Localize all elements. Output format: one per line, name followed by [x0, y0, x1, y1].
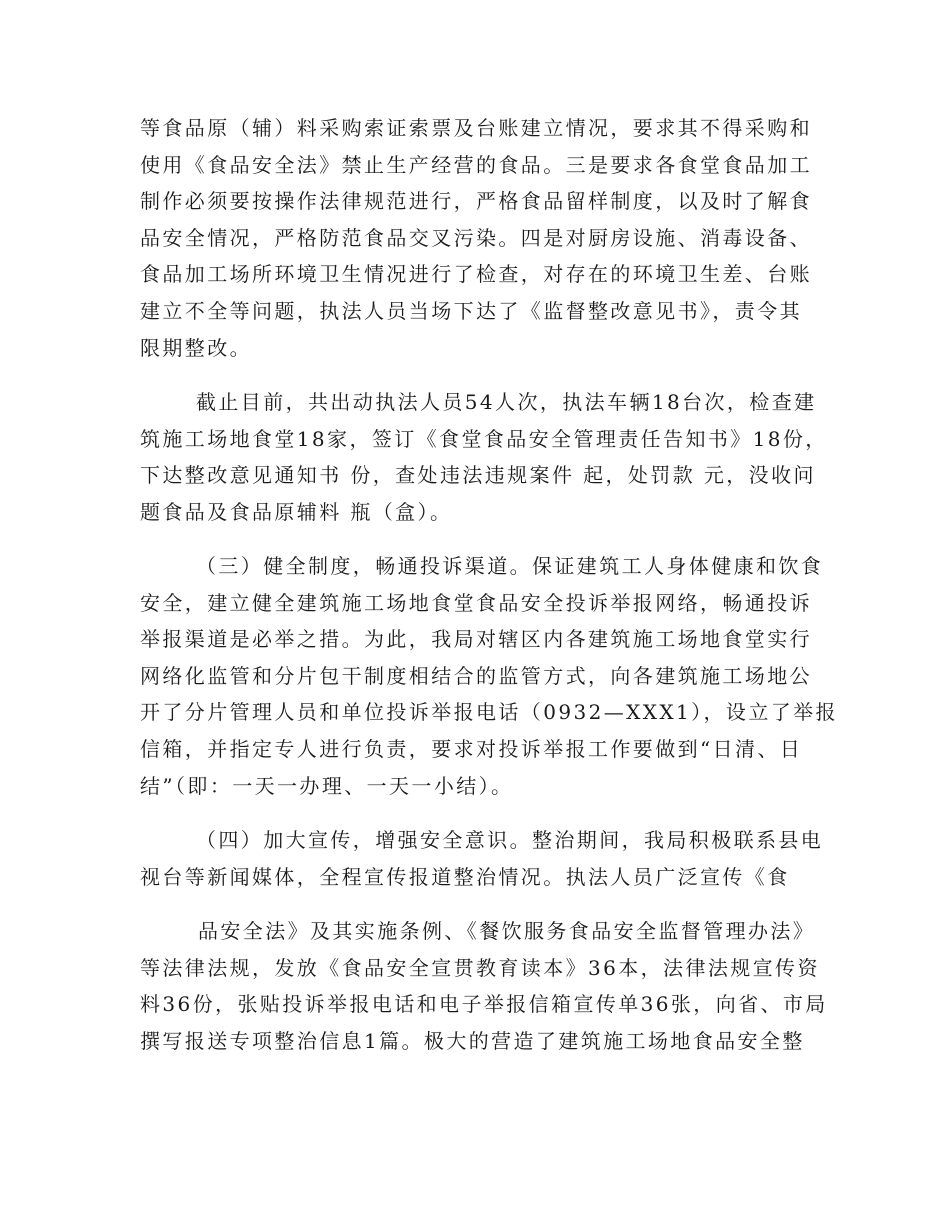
text-line: 网络化监管和分片包干制度相结合的监管方式，向各建筑施工场地公 [140, 663, 812, 688]
text-line: 品安全情况，严格防范食品交叉污染。四是对厨房设施、消毒设备、 [140, 225, 812, 250]
paragraph-1 [140, 110, 820, 366]
text-line: 安全，建立健全建筑施工场地食堂食品安全投诉举报网络，畅通投诉 [140, 590, 812, 615]
text-line: 题食品及食品原辅料 瓶（盒）。 [140, 499, 453, 524]
text-line: （三）健全制度，畅通投诉渠道。保证建筑工人身体健康和饮食 [196, 554, 824, 578]
text-line: 等食品原（辅）料采购索证索票及台账建立情况，要求其不得采购和 [140, 116, 812, 140]
paragraph-3 [140, 548, 838, 804]
text-line: 品安全法》及其实施条例、《餐饮服务食品安全监督管理办法》 [198, 919, 816, 943]
text-line: 视台等新闻媒体，全程宣传报道整治情况。执法人员广泛宣传《食 [140, 864, 790, 889]
text-line: 等法律法规，发放《食品安全宣贯教育读本》36本，法律法规宣传资 [140, 955, 820, 980]
paragraph-4 [140, 822, 824, 895]
text-line: 信箱，并指定专人进行负责，要求对投诉举报工作要做到“日清、日 [140, 736, 803, 761]
text-line: 限期整改。 [140, 335, 252, 360]
text-line: 制作必须要按操作法律规范进行，严格食品留样制度，以及时了解食 [140, 189, 812, 214]
text-line: 举报渠道是必举之措。为此，我局对辖区内各建筑施工场地食堂实行 [140, 627, 812, 652]
text-line: （四）加大宣传，增强安全意识。整治期间，我局积极联系县电 [196, 828, 824, 852]
paragraph-5 [140, 913, 828, 1059]
text-line: 建立不全等问题，执法人员当场下达了《监督整改意见书》，责令其 [140, 298, 802, 323]
text-line: 截止目前，共出动执法人员54人次，执法车辆18台次，检查建 [196, 390, 817, 414]
text-line: 食品加工场所环境卫生情况进行了检查，对存在的环境卫生差、台账 [140, 262, 812, 287]
text-line: 撰写报送专项整治信息1篇。极大的营造了建筑施工场地食品安全整 [140, 1028, 805, 1053]
text-line: 下达整改意见通知书 份，查处违法违规案件 起，处罚款 元，没收问 [140, 463, 816, 488]
text-line: 结”（即：一天一办理、一天一小结）。 [140, 773, 514, 798]
paragraph-2 [140, 384, 828, 530]
text-line: 筑施工场地食堂18家，签订《食堂食品安全管理责任告知书》18份， [140, 426, 828, 451]
text-line: 使用《食品安全法》禁止生产经营的食品。三是要求各食堂食品加工 [140, 152, 812, 177]
text-line: 开了分片管理人员和单位投诉举报电话（0932—XXX1），设立了举报 [140, 700, 838, 725]
text-line: 料36份，张贴投诉举报电话和电子举报信箱宣传单36张，向省、市局 [140, 992, 828, 1017]
